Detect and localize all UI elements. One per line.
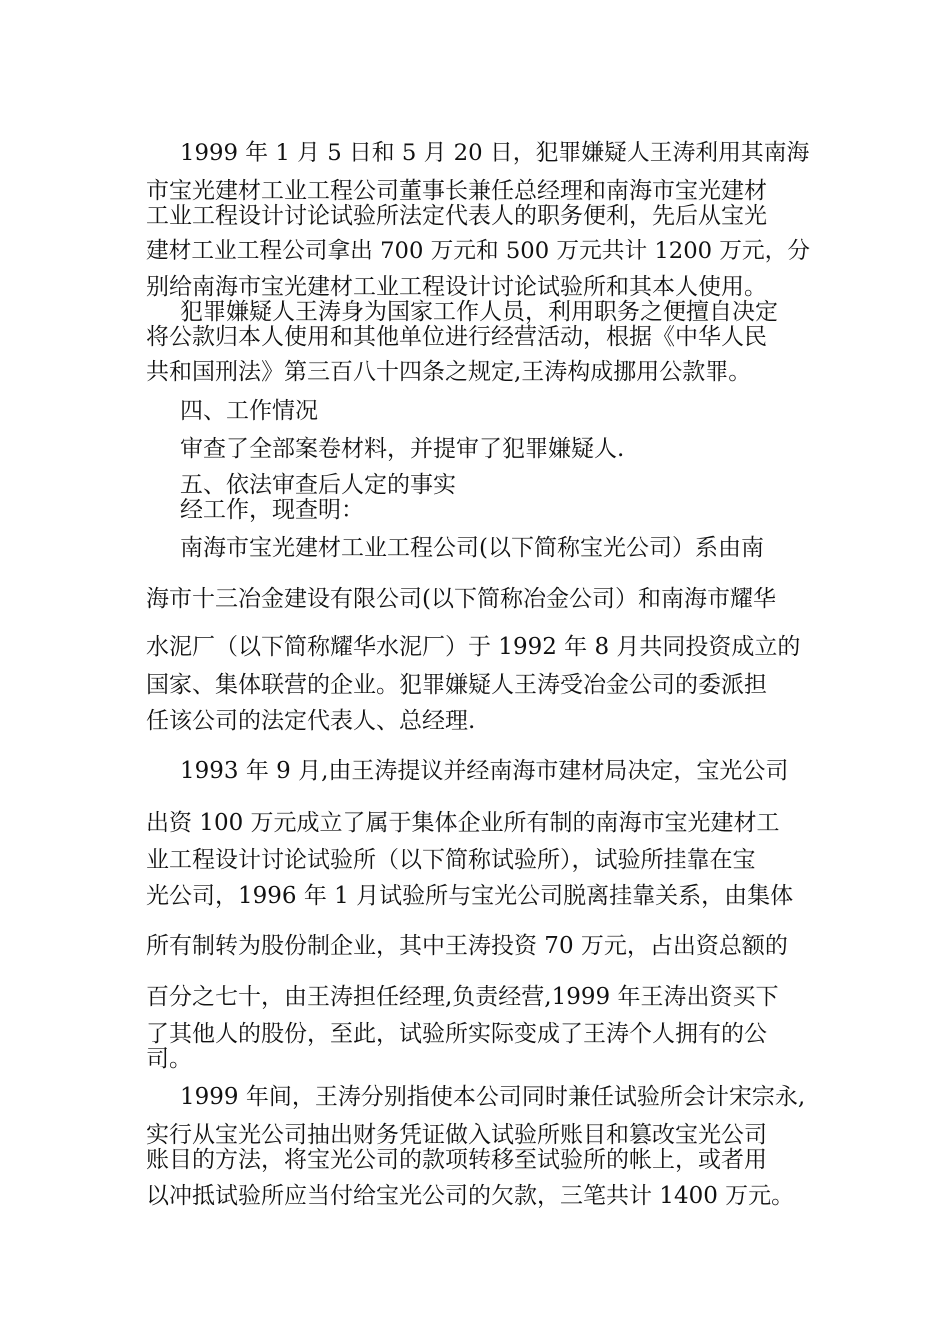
text-line: 1999 年间，王涛分别指使本公司同时兼任试验所会计宋宗永, [180,1084,806,1110]
section-heading: 四、工作情况 [180,398,318,424]
text-line: 任该公司的法定代表人、总经理. [146,708,476,734]
section-heading: 五、依法审查后人定的事实 [180,472,456,498]
text-line: 海市十三冶金建设有限公司(以下简称冶金公司）和南海市耀华 [146,586,776,612]
text-line: 南海市宝光建材工业工程公司(以下简称宝光公司）系由南 [180,535,764,561]
text-line: 别给南海市宝光建材工业工程设计讨论试验所和其本人使用。 [146,274,767,300]
text-line: 业工程设计讨论试验所（以下简称试验所），试验所挂靠在宝 [146,847,756,873]
text-line: 共和国刑法》第三百八十四条之规定,王涛构成挪用公款罪。 [146,359,752,385]
text-line: 审查了全部案卷材料，并提审了犯罪嫌疑人. [180,436,625,462]
text-line: 国家、集体联营的企业。犯罪嫌疑人王涛受冶金公司的委派担 [146,672,767,698]
text-line: 实行从宝光公司抽出财务凭证做入试验所账目和篡改宝光公司 [146,1122,767,1148]
text-line: 经工作，现查明： [180,497,364,523]
text-line: 以冲抵试验所应当付给宝光公司的欠款，三笔共计 1400 万元。 [146,1183,795,1209]
text-line: 光公司，1996 年 1 月试验所与宝光公司脱离挂靠关系，由集体 [146,883,794,909]
text-line: 1993 年 9 月,由王涛提议并经南海市建材局决定，宝光公司 [180,758,789,784]
text-line: 账目的方法，将宝光公司的款项转移至试验所的帐上，或者用 [146,1147,767,1173]
text-line: 市宝光建材工业工程公司董事长兼任总经理和南海市宝光建材 [146,178,767,204]
text-line: 工业工程设计讨论试验所法定代表人的职务便利，先后从宝光 [146,203,767,229]
text-line: 所有制转为股份制企业，其中王涛投资 70 万元，占出资总额的 [146,933,788,959]
text-line: 将公款归本人使用和其他单位进行经营活动，根据《中华人民 [146,324,767,350]
text-line: 1999 年 1 月 5 日和 5 月 20 日，犯罪嫌疑人王涛利用其南海 [180,140,810,166]
text-line: 水泥厂（以下简称耀华水泥厂）于 1992 年 8 月共同投资成立的 [146,634,801,660]
text-line: 建材工业工程公司拿出 700 万元和 500 万元共计 1200 万元，分 [146,238,811,264]
text-line: 百分之七十，由王涛担任经理,负责经营,1999 年王涛出资买下 [146,984,779,1010]
text-line: 犯罪嫌疑人王涛身为国家工作人员，利用职务之便擅自决定 [180,299,778,325]
text-line: 出资 100 万元成立了属于集体企业所有制的南海市宝光建材工 [146,810,780,836]
text-line: 了其他人的股份，至此，试验所实际变成了王涛个人拥有的公 [146,1021,767,1047]
text-line: 司。 [146,1046,192,1072]
